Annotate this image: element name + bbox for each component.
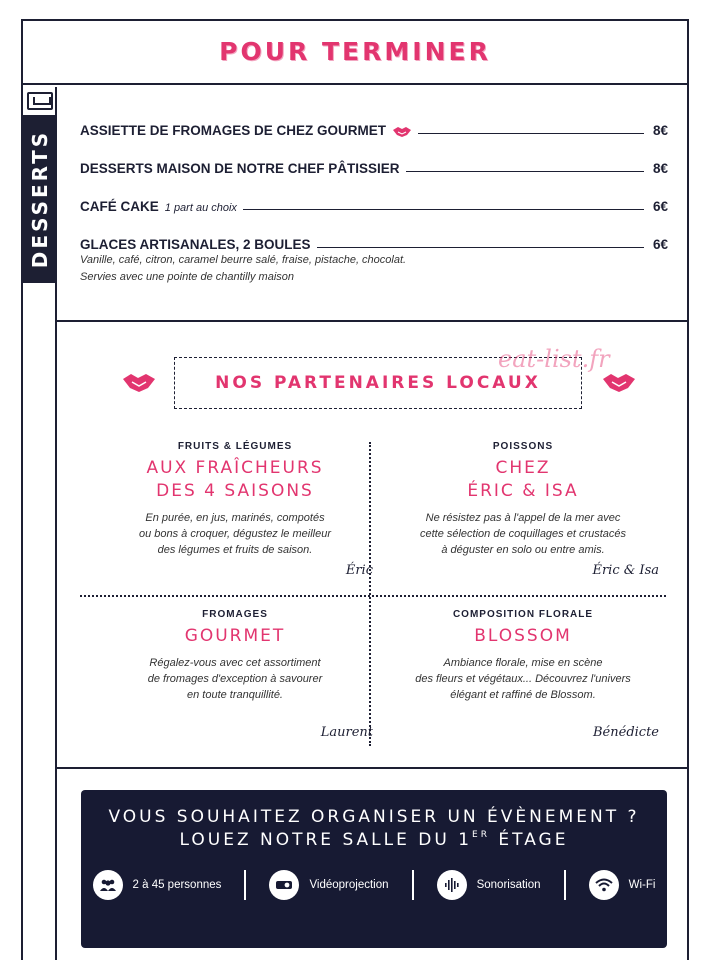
partner-description-line: des fleurs et végétaux... Découvrez l'univers: [415, 673, 631, 685]
page-title: POUR TERMINER: [219, 36, 491, 66]
partner-name: [383, 457, 663, 503]
partner-category: FROMAGES: [202, 609, 268, 620]
section-divider: [57, 767, 689, 769]
partner-description: [383, 655, 663, 703]
partner-category: POISSONS: [492, 441, 554, 452]
feature-label: 2 à 45 personnes: [132, 879, 222, 891]
dish-leader: [406, 171, 644, 172]
feature-label: Vidéoprojection: [309, 879, 389, 891]
feature-capacity: [93, 870, 222, 900]
feature-separator: [564, 870, 566, 900]
dish-name: DESSERTS MAISON DE NOTRE CHEF PÂTISSIER: [80, 161, 400, 176]
wifi-icon: [589, 870, 619, 900]
partner-name: [95, 625, 375, 648]
dish-leader: [243, 209, 644, 210]
dish-leader: [418, 133, 644, 134]
dish-leader: [317, 247, 644, 248]
sound-icon: [437, 870, 467, 900]
event-title-line: [81, 829, 667, 852]
dish-item: [80, 156, 668, 194]
sidebar-label: DESSERTS: [28, 129, 53, 269]
partner-name-line: GOURMET: [184, 626, 286, 646]
partner-signature: Laurent: [320, 725, 373, 740]
desserts-list: [80, 118, 668, 286]
event-features: [81, 870, 667, 900]
event-title-text: LOUEZ NOTRE SALLE DU 1: [179, 830, 473, 850]
partner-description-line: en toute tranquillité.: [186, 689, 283, 701]
partner-description-line: ou bons à croquer, dégustez le meilleur: [138, 528, 331, 540]
feature-projection: [269, 870, 388, 900]
dish-price: 6€: [652, 199, 668, 214]
partner-name-line: DES 4 SAISONS: [156, 481, 314, 501]
partner-card: [95, 441, 375, 586]
dish-note: 1 part au choix: [164, 202, 237, 214]
dish-description: Vanille, café, citron, caramel beurre salé, fraise, pistache, chocolat.: [80, 254, 407, 266]
handshake-icon: [602, 372, 636, 394]
partner-description-line: En purée, en jus, marinés, compotés: [145, 512, 325, 524]
event-title-sup: ER: [472, 830, 490, 840]
event-banner: [81, 790, 667, 948]
menu-header: [21, 19, 689, 85]
dish-item: [80, 194, 668, 232]
partner-category: FRUITS & LÉGUMES: [177, 441, 293, 452]
feature-separator: [244, 870, 246, 900]
partner-name: [383, 625, 663, 648]
partner-description-line: élégant et raffiné de Blossom.: [450, 689, 596, 701]
partner-description: [95, 655, 375, 703]
dish-description: Servies avec une pointe de chantilly maison: [80, 271, 295, 283]
dish-price: 8€: [652, 123, 668, 138]
partner-description-line: Régalez-vous avec cet assortiment: [149, 657, 321, 669]
event-title-line: VOUS SOUHAITEZ ORGANISER UN ÉVÈNEMENT ?: [108, 807, 640, 827]
partner-description-line: Ambiance florale, mise en scène: [443, 657, 603, 669]
partner-name-line: BLOSSOM: [474, 626, 572, 646]
partner-card: [383, 441, 663, 586]
partner-category: COMPOSITION FLORALE: [452, 609, 594, 620]
partner-description-line: Ne résistez pas à l'appel de la mer avec: [425, 512, 621, 524]
partners-title: NOS PARTENAIRES LOCAUX: [215, 373, 541, 393]
dish-item: [80, 118, 668, 156]
partner-signature: Éric: [345, 563, 373, 578]
partners-horizontal-divider: [80, 595, 666, 597]
feature-sound: [437, 870, 541, 900]
dish-name: CAFÉ CAKE: [80, 199, 159, 214]
feature-wifi: [589, 870, 656, 900]
partner-description-line: cette sélection de coquillages et crustacés: [419, 528, 627, 540]
feature-label: Sonorisation: [476, 879, 541, 891]
dish-name: GLACES ARTISANALES, 2 BOULES: [80, 237, 311, 252]
watermark: eat-list.fr: [498, 345, 610, 373]
dish-item: [80, 232, 668, 286]
partner-card: [383, 609, 663, 749]
section-divider: [57, 320, 689, 322]
partner-description-line: des légumes et fruits de saison.: [157, 544, 313, 556]
dish-price: 8€: [652, 161, 668, 176]
event-title: [81, 806, 667, 852]
partner-signature: Bénédicte: [593, 725, 659, 740]
partner-name: [95, 457, 375, 503]
partner-description-line: à déguster en solo ou entre amis.: [441, 544, 605, 556]
people-icon: [93, 870, 123, 900]
projector-icon: [269, 870, 299, 900]
partner-name-line: AUX FRAÎCHEURS: [146, 458, 324, 478]
event-title-text: ÉTAGE: [489, 830, 569, 850]
partner-description-line: de fromages d'exception à savourer: [147, 673, 323, 685]
dessert-icon: [27, 92, 53, 110]
handshake-icon: [122, 372, 156, 394]
handshake-icon: [392, 126, 412, 138]
partner-description: [95, 510, 375, 558]
partner-signature: Éric & Isa: [592, 563, 659, 578]
partner-name-line: ÉRIC & ISA: [467, 481, 579, 501]
partner-name-line: CHEZ: [495, 458, 551, 478]
partner-description: [383, 510, 663, 558]
partner-card: [95, 609, 375, 749]
feature-separator: [412, 870, 414, 900]
sidebar-label-box: [23, 115, 57, 283]
feature-label: Wi-Fi: [628, 879, 656, 891]
dish-price: 6€: [652, 237, 668, 252]
dish-name: ASSIETTE DE FROMAGES DE CHEZ GOURMET: [80, 123, 387, 138]
